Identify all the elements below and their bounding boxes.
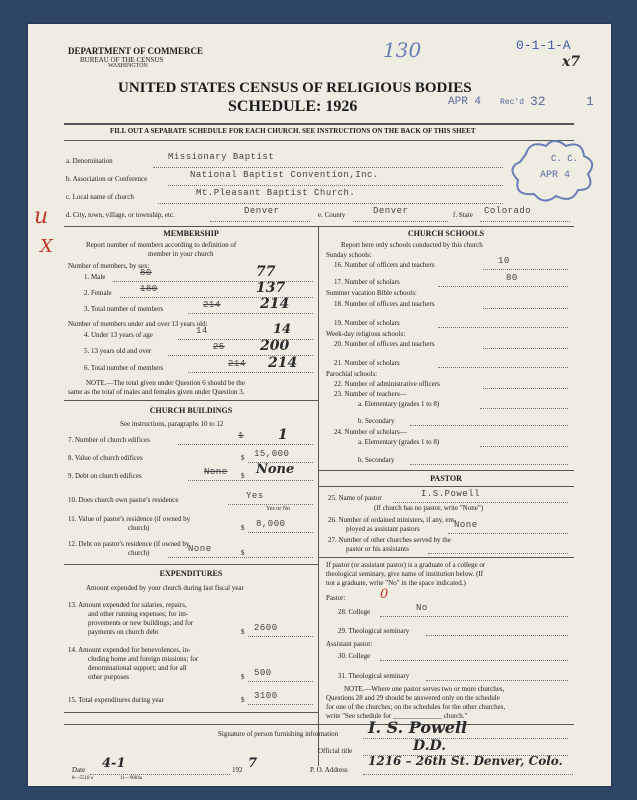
q31-label: 31. Theological seminary: [338, 672, 410, 680]
q9-dollar: $: [241, 472, 245, 480]
form-number-2: 11—9084a: [120, 776, 143, 781]
state-value: Colorado: [484, 206, 532, 216]
q16-value: 10: [498, 256, 510, 266]
q2-label: 2. Female: [84, 289, 112, 297]
city-value: Denver: [244, 206, 280, 216]
expenditures-sub: Amount expended by your church during last fiscal year: [86, 584, 244, 592]
q12-value: None: [188, 544, 212, 554]
summer-label: Summer vacation Bible schools:: [326, 289, 417, 297]
q13-value: 2600: [254, 623, 278, 633]
q8-label: 8. Value of church edifices: [68, 454, 143, 462]
q6-label: 6. Total number of members: [84, 364, 164, 372]
q11-dollar: $: [241, 524, 245, 532]
margin-mark-u: u: [34, 204, 49, 229]
county-label: e. County: [318, 211, 346, 219]
instruction-line: FILL OUT A SEPARATE SCHEDULE FOR EACH CHURCH. SEE INSTRUCTIONS ON THE BACK OF THIS SHEET: [110, 127, 476, 135]
pastor-sub-label: Pastor:: [326, 594, 346, 602]
cc-stamp-text: C. C.: [551, 154, 579, 164]
q7-typed: 1: [238, 431, 244, 441]
form-title: UNITED STATES CENSUS OF RELIGIOUS BODIES: [118, 80, 472, 96]
q17-label: 17. Number of scholars: [334, 278, 400, 286]
under-over-label: Number of members under and over 13 years old:: [68, 320, 208, 328]
q10-value: Yes: [246, 491, 264, 501]
q15-dollar: $: [241, 696, 245, 704]
q21-label: 21. Number of scholars: [334, 359, 400, 367]
q13-label-2: and other running expenses; for im-: [88, 610, 189, 618]
q24b-label: b. Secondary: [358, 456, 395, 464]
num130-mark: 130: [383, 38, 422, 62]
q14-label-4: other purposes: [88, 673, 130, 681]
q28-value: No: [416, 603, 428, 613]
q3-typed: 214: [203, 300, 221, 310]
margin-mark-x: X: [40, 236, 53, 257]
pastor-note-2: Questions 28 and 29 should be answered only on the schedule: [326, 694, 500, 702]
buildings-title: CHURCH BUILDINGS: [149, 406, 233, 415]
q4-typed: 14: [196, 326, 208, 336]
form-code-stamp: 0-1-1-A: [516, 38, 571, 53]
sunday-label: Sunday schools:: [326, 251, 372, 259]
membership-intro-2: member in your church: [148, 250, 214, 258]
association-label: b. Association or Conference: [66, 175, 148, 183]
q11-label-2: church): [128, 524, 150, 532]
q20-label: 20. Number of officers and teachers: [334, 340, 435, 348]
q23-label: 23. Number of teachers—: [334, 390, 407, 398]
q15-label: 15. Total expenditures during year: [68, 696, 164, 704]
county-value: Denver: [373, 206, 409, 216]
q12-label-1: 12. Debt on pastor's residence (if owned by: [68, 540, 190, 548]
association-value: National Baptist Convention,Inc.: [190, 170, 379, 180]
denomination-value: Missionary Baptist: [168, 152, 275, 162]
q17-value: 80: [506, 273, 518, 283]
q10-label: 10. Does church own pastor's residence: [68, 496, 179, 504]
q13-label-3: provements or new buildings; and for: [88, 619, 194, 627]
q13-dollar: $: [241, 628, 245, 636]
recd-stamp: Rec'd: [500, 98, 525, 107]
q29-label: 29. Theological seminary: [338, 627, 410, 635]
parochial-label: Parochial schools:: [326, 370, 378, 378]
q9-hand: None: [256, 462, 295, 477]
q2-typed: 180: [140, 284, 158, 294]
q7-hand: 1: [278, 427, 288, 443]
q16-label: 16. Number of officers and teachers: [334, 261, 435, 269]
q14-label-1: 14. Amount expended for benevolences, in-: [68, 646, 191, 654]
official-title-label: Official title: [318, 747, 353, 755]
pastor-note-1: NOTE.—Where one pastor serves two or more churches,: [344, 685, 505, 693]
q13-label-1: 13. Amount expended for salaries, repairs,: [68, 601, 187, 609]
q25-label: 25. Name of pastor: [328, 494, 382, 502]
membership-title: MEMBERSHIP: [163, 229, 219, 238]
q26-label-1: 26. Number of ordained ministers, if any, em-: [328, 516, 457, 524]
denomination-label: a. Denomination: [66, 157, 113, 165]
year-prefix: 192: [232, 766, 243, 774]
q6-hand: 214: [268, 355, 298, 371]
signature-value: I. S. Powell: [368, 718, 468, 737]
date-value: 4-1: [102, 756, 126, 771]
q15-value: 3100: [254, 691, 278, 701]
schools-sub: Report here only schools conducted by this church: [341, 241, 483, 249]
q13-label-4: payments on church debt: [88, 628, 159, 636]
buildings-sub: See instructions, paragraphs 10 to 12: [120, 420, 224, 428]
pastor-title: PASTOR: [430, 474, 462, 483]
q11-label-1: 11. Value of pastor's residence (if owned by: [68, 515, 191, 523]
city-label: d. City, town, village, or township, etc.: [66, 211, 175, 219]
q8-value: 15,000: [254, 449, 290, 459]
dept-name: DEPARTMENT OF COMMERCE: [68, 46, 204, 56]
q24a-label: a. Elementary (grades 1 to 8): [358, 438, 440, 446]
q22-label: 22. Number of administrative officers: [334, 380, 440, 388]
membership-intro-1: Report number of members according to definition of: [86, 241, 237, 249]
signature-label: Signature of person furnishing information: [218, 730, 339, 738]
weekday-label: Week-day religious schools:: [326, 330, 406, 338]
q27-label-2: pastor or his assistants: [346, 545, 409, 553]
q30-label: 30. College: [338, 652, 371, 660]
x7-mark: x7: [562, 54, 581, 70]
assistant-label: Assistant pastor:: [326, 640, 373, 648]
year-hand: 7: [248, 756, 258, 771]
q27-label-1: 27. Number of other churches served by the: [328, 536, 451, 544]
q12-dollar: $: [241, 549, 245, 557]
q8-dollar: $: [241, 454, 245, 462]
q23a-label: a. Elementary (grades 1 to 8): [358, 400, 440, 408]
num32-stamp: 32: [530, 94, 546, 109]
local-name-label: c. Local name of church: [66, 193, 134, 201]
q14-label-2: cluding home and foreign missions; for: [88, 655, 199, 663]
q14-value: 500: [254, 668, 272, 678]
membership-note-1: NOTE.—The total given under Question 6 should be the: [86, 379, 245, 387]
bureau-name: BUREAU OF THE CENSUS: [80, 56, 164, 64]
q1-typed: 80: [140, 268, 152, 278]
po-address-label: P. O. Address: [310, 766, 348, 774]
schedule-title: SCHEDULE: 1926: [228, 98, 358, 115]
q19-label: 19. Number of scholars: [334, 319, 400, 327]
q3-hand: 214: [260, 296, 290, 312]
membership-note-2: same as the total of males and females given under Question 3.: [68, 388, 245, 396]
date-stamp: APR 4: [448, 96, 482, 108]
q26-label-2: ployed as assistant pastors: [346, 525, 420, 533]
q18-label: 18. Number of officers and teachers: [334, 300, 435, 308]
q23b-label: b. Secondary: [358, 417, 395, 425]
q12-label-2: church): [128, 549, 150, 557]
cc-stamp-date: APR 4: [540, 170, 571, 181]
state-label: f. State: [453, 211, 473, 219]
q4-hand: 14: [273, 322, 292, 337]
q7-label: 7. Number of church edifices: [68, 436, 150, 444]
q10-hint: Yes or No: [266, 506, 291, 512]
q25-hint: (If church has no pastor, write "None"): [374, 504, 484, 512]
q9-label: 9. Debt on church edifices: [68, 472, 142, 480]
pastor-mark-o: 0: [380, 587, 389, 602]
grad-text-3: not a graduate, write "No" in the space indicated.): [326, 579, 466, 587]
q24-label: 24. Number of scholars—: [334, 428, 407, 436]
by-sex-label: Number of members, by sex:: [68, 262, 150, 270]
expenditures-title: EXPENDITURES: [159, 569, 223, 578]
city-name: WASHINGTON: [108, 63, 148, 69]
po-address-value: 1216 – 26th St. Denver, Colo.: [368, 754, 563, 768]
q25-value: I.S.Powell: [421, 489, 481, 499]
q26-value: None: [454, 520, 478, 530]
q14-label-3: denominational support; and for all: [88, 664, 187, 672]
q4-label: 4. Under 13 years of age: [84, 331, 153, 339]
q28-label: 28. College: [338, 608, 371, 616]
official-title-value: D.D.: [413, 738, 447, 754]
num1-stamp: 1: [586, 94, 594, 109]
q9-typed: None: [204, 467, 228, 477]
q1-label: 1. Male: [84, 273, 106, 281]
q1-hand: 77: [256, 264, 276, 280]
form-number-1: 8—5518 a: [72, 776, 93, 781]
q5-label: 5. 13 years old and over: [84, 347, 152, 355]
schools-title: CHURCH SCHOOLS: [407, 229, 485, 238]
pastor-note-3: for one of the churches; on the schedules for the other churches,: [326, 703, 506, 711]
q6-typed: 214: [228, 359, 246, 369]
q2-hand: 137: [256, 280, 286, 296]
grad-text-1: If pastor (or assistant pastor) is a graduate of a college or: [326, 561, 486, 569]
grad-text-2: theological seminary, give name of institution below. (If: [326, 570, 484, 578]
q5-hand: 200: [260, 338, 290, 354]
date-label: Date: [72, 766, 86, 774]
local-name-value: Mt.Pleasant Baptist Church.: [196, 188, 356, 198]
q14-dollar: $: [241, 673, 245, 681]
q5-typed: 25: [213, 342, 225, 352]
pastor-note-4: write "See schedule for ______________ church.": [326, 712, 468, 720]
q3-label: 3. Total number of members: [84, 305, 164, 313]
census-form: [28, 24, 611, 786]
q11-value: 8,000: [256, 519, 286, 529]
